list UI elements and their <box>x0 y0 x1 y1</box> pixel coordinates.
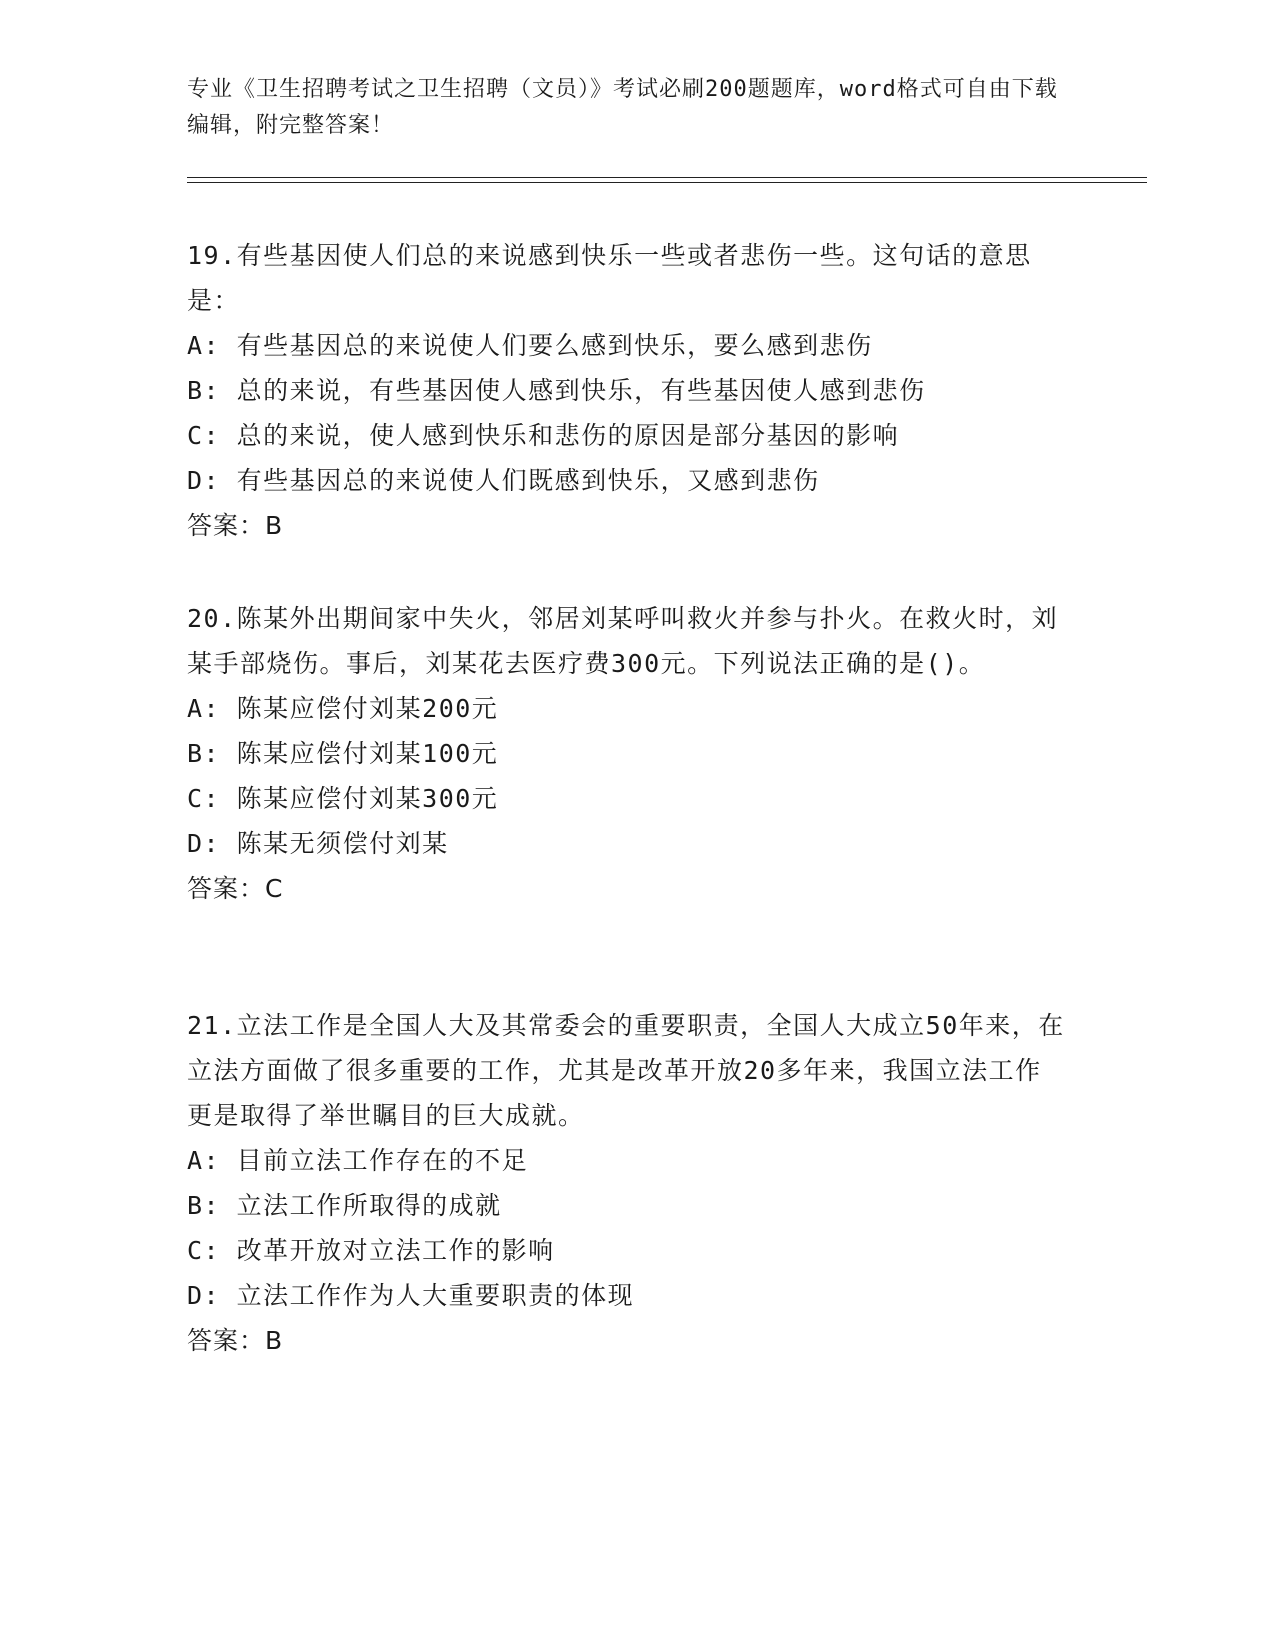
option-a: A: 目前立法工作存在的不足 <box>187 1146 529 1175</box>
option-c: C: 陈某应偿付刘某300元 <box>187 784 499 813</box>
question-stem: 19.有些基因使人们总的来说感到快乐一些或者悲伤一些。这句话的意思是： <box>187 241 1032 315</box>
option-b: B: 总的来说，有些基因使人感到快乐，有些基因使人感到悲伤 <box>187 376 926 405</box>
answer: 答案：B <box>187 1326 284 1355</box>
answer: 答案：B <box>187 511 284 540</box>
answer: 答案：C <box>187 874 284 903</box>
option-b: B: 陈某应偿付刘某100元 <box>187 739 499 768</box>
question-20 <box>187 596 1067 911</box>
option-c: C: 总的来说，使人感到快乐和悲伤的原因是部分基因的影响 <box>187 421 900 450</box>
option-b: B: 立法工作所取得的成就 <box>187 1191 502 1220</box>
option-a: A: 陈某应偿付刘某200元 <box>187 694 499 723</box>
option-c: C: 改革开放对立法工作的影响 <box>187 1236 555 1265</box>
document-header: 专业《卫生招聘考试之卫生招聘（文员）》考试必刷200题题库，word格式可自由下载编辑，附完整答案！ <box>187 77 1058 138</box>
option-d: D: 有些基因总的来说使人们既感到快乐，又感到悲伤 <box>187 466 820 495</box>
option-a: A: 有些基因总的来说使人们要么感到快乐，要么感到悲伤 <box>187 331 873 360</box>
question-stem: 21.立法工作是全国人大及其常委会的重要职责，全国人大成立50年来，在立法方面做了很多重要的工作，尤其是改革开放20多年来，我国立法工作更是取得了举世瞩目的巨大成就。 <box>187 1011 1065 1130</box>
header-rule-top <box>187 177 1147 178</box>
option-d: D: 陈某无须偿付刘某 <box>187 829 449 858</box>
question-stem: 20.陈某外出期间家中失火，邻居刘某呼叫救火并参与扑火。在救火时，刘某手部烧伤。事后，刘某花去医疗费300元。下列说法正确的是()。 <box>187 604 1059 678</box>
option-d: D: 立法工作作为人大重要职责的体现 <box>187 1281 635 1310</box>
question-21 <box>187 1003 1067 1363</box>
header-rule-bottom <box>187 182 1147 183</box>
question-19 <box>187 233 1067 548</box>
